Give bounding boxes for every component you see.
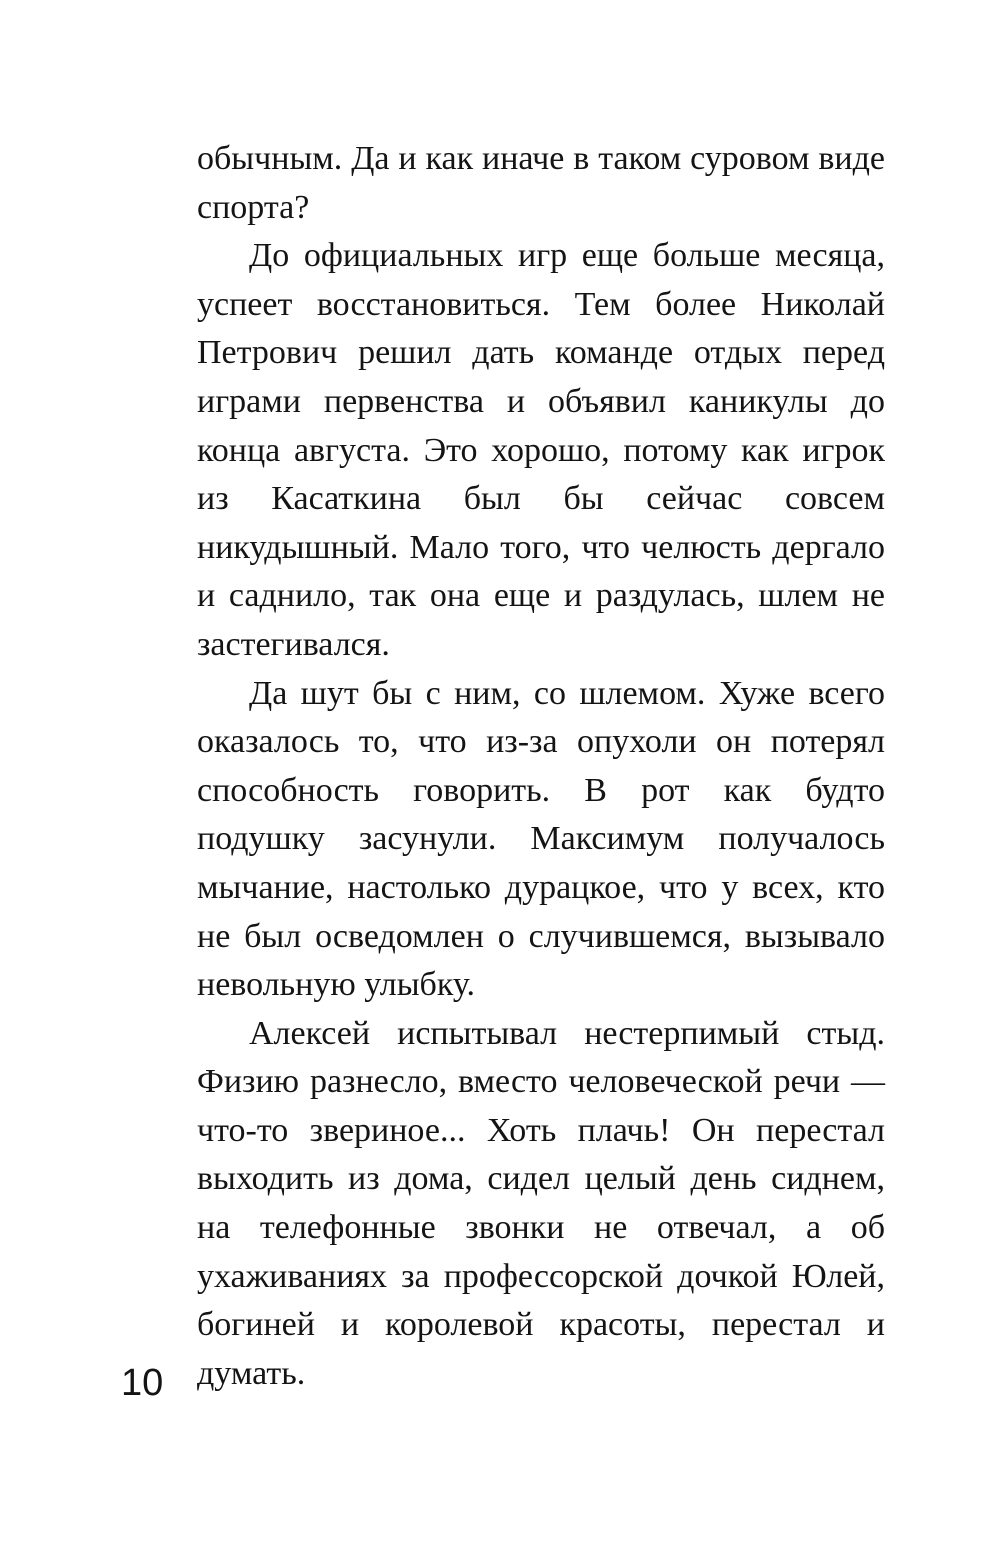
paragraph-2: До официальных игр еще больше месяца, успеет восстановиться. Тем более Николай Петрович решил дать команде отдых перед играми первенства и объявил каникулы до конца августа. Это хорошо, потому как игрок из Касаткина был бы сейчас совсем никудышный. Мало того, что челюсть дергало и саднило, так она еще и раздулась, шлем не застегивался. xyxy=(197,237,885,663)
paragraph-1: обычным. Да и как иначе в таком суровом виде спорта? xyxy=(197,140,885,226)
body-text xyxy=(197,135,885,1398)
paragraph-4: Алексей испытывал нестерпимый стыд. Физию разнесло, вместо человеческой речи — что-то звериное... Хоть плачь! Он перестал выходить из дома, сидел целый день сиднем, на телефонные звонки не отвечал, а об ухаживаниях за профессорской дочкой Юлей, богиней и королевой красоты, перестал и думать. xyxy=(197,1014,885,1392)
page-number: 10 xyxy=(121,1362,164,1404)
paragraph-3: Да шут бы с ним, со шлемом. Хуже всего оказалось то, что из-за опухоли он потерял способность говорить. В рот как будто подушку засунули. Максимум получалось мычание, настолько дурацкое, что у всех, кто не был осведомлен о случившемся, вызывало невольную улыбку. xyxy=(197,674,885,1004)
